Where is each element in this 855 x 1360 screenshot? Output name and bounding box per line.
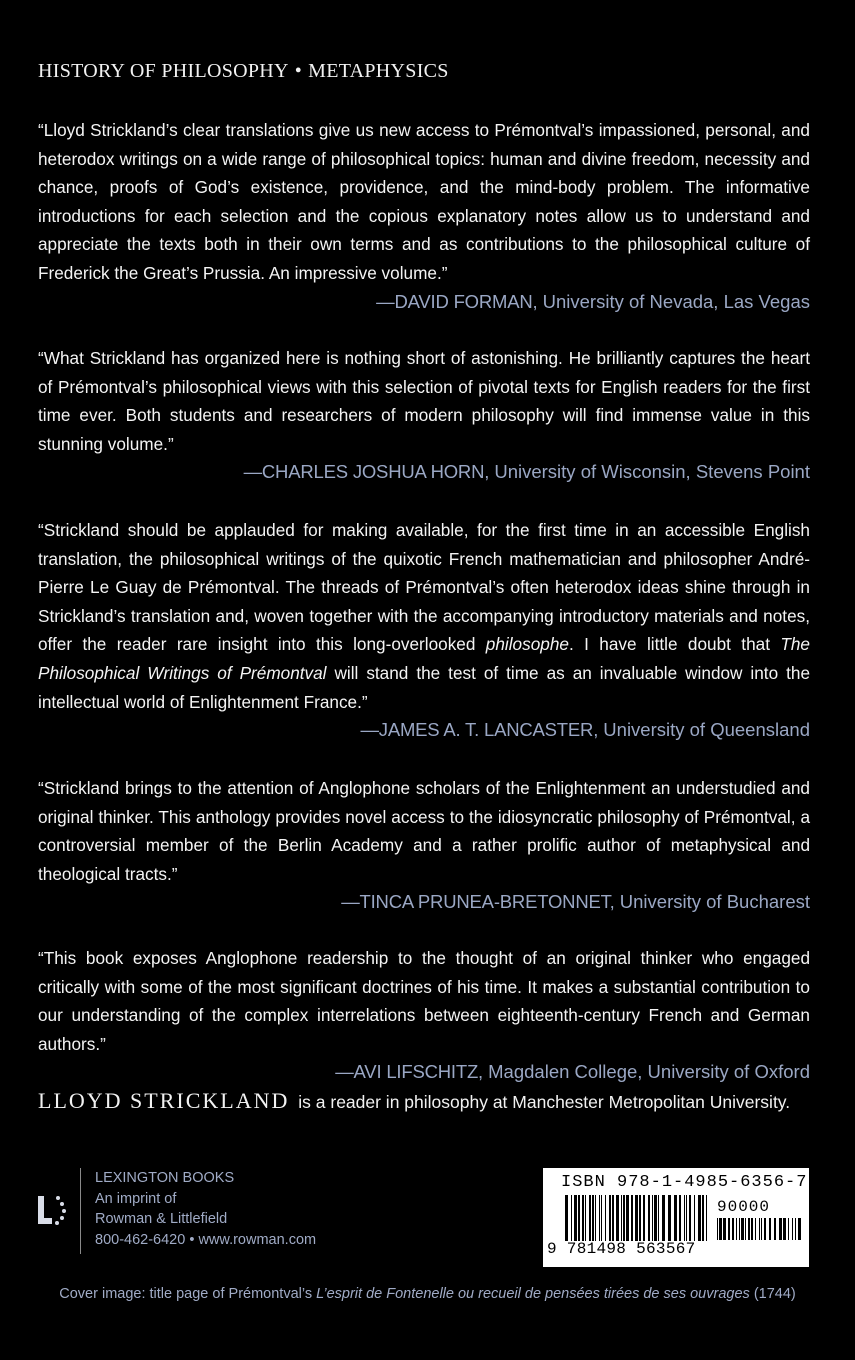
cover-image-credit	[0, 1286, 855, 1302]
barcode-bar	[643, 1195, 645, 1241]
blurb-quote: “Strickland brings to the attention of Anglophone scholars of the Enlightenment an understudied and original thinker. This anthology provides novel access to the idiosyncratic philosophy of Prémontval, a controversial member of the Berlin Academy and a rather prolific author of metaphysical and theological tracts.”	[38, 778, 810, 884]
blurb-affiliation: Magdalen College, University of Oxford	[488, 1061, 810, 1083]
cover-credit-year: (1744)	[753, 1286, 796, 1302]
barcode-bar	[635, 1195, 638, 1241]
blurb-affiliation: University of Nevada, Las Vegas	[542, 290, 810, 312]
publisher-phone: 800-462-6420	[95, 1231, 186, 1248]
barcode-bar	[679, 1195, 681, 1241]
blurb-affiliation: University of Bucharest	[619, 891, 810, 913]
barcode-bar	[662, 1195, 665, 1241]
publisher-imprint: An imprint of	[95, 1190, 177, 1207]
publisher-contact	[95, 1230, 316, 1251]
blurb-quote-part: will stand the test of time as an invaluable window into the intellectual world of Enlightenment France.”	[38, 662, 811, 712]
barcode-bar	[769, 1218, 771, 1240]
barcode-bar	[741, 1218, 744, 1240]
barcode-bar	[689, 1195, 691, 1241]
barcode-bar	[702, 1195, 704, 1241]
barcode-bar	[654, 1195, 657, 1241]
barcode-bar	[761, 1218, 762, 1240]
barcode-bar	[668, 1195, 671, 1241]
lexington-logo-icon	[36, 1168, 81, 1254]
author-bio	[38, 1088, 828, 1114]
barcode-bar	[623, 1195, 625, 1241]
publisher-bullet: •	[189, 1231, 195, 1248]
blurb-quote-part: . I have little doubt that	[568, 634, 781, 655]
barcode-bar	[745, 1218, 746, 1240]
blurb-prunea	[38, 774, 810, 917]
barcode-bar	[585, 1195, 586, 1241]
blurb-quote-italic: The Philosophical Writings of Prémontval	[38, 634, 810, 683]
barcode-bar	[599, 1195, 600, 1241]
barcode-bar	[648, 1195, 650, 1241]
blurb-attribution	[38, 1058, 810, 1087]
isbn-barcode	[543, 1168, 809, 1267]
blurb-lancaster	[38, 516, 810, 745]
barcode-bar	[574, 1195, 577, 1241]
barcode-bar	[571, 1195, 572, 1241]
barcode-bar	[626, 1195, 629, 1241]
barcode-bar	[795, 1218, 796, 1240]
blurb-lifschitz	[38, 944, 810, 1087]
blurb-affiliation: University of Queensland	[603, 719, 810, 741]
barcode-bar	[609, 1195, 611, 1241]
blurb-quote: “What Strickland has organized here is nothing short of astonishing. He brilliantly captures the heart of Prémontval’s philosophical views with this selection of pivotal texts for English readers for the first time ever. Both students and researchers of modern philosophy will find immense value in this stunning volume.”	[38, 348, 810, 454]
barcode-bar	[739, 1218, 740, 1240]
barcode-bar	[706, 1195, 707, 1241]
blurb-author: —JAMES A. T. LANCASTER,	[360, 719, 599, 741]
isbn-label: ISBN 978-1-4985-6356-7	[561, 1173, 808, 1192]
price-code: 90000	[717, 1198, 771, 1216]
barcode-bar	[592, 1195, 594, 1241]
blurb-quote: “Lloyd Strickland’s clear translations give us new access to Prémontval’s impassioned, personal, and heterodox writings on a wide range of philosophical topics: human and divine freedom, necessity and chance, proofs of God’s existence, providence, and the mind-body problem. The informative introductions for each selection and the copious explanatory notes allow us to understand and appreciate the texts both in their own terms and as contributions to the philosophical culture of Frederick the Great’s Prussia. An impressive volume.”	[38, 120, 810, 283]
barcode-bar	[755, 1218, 756, 1240]
blurb-attribution	[38, 458, 810, 487]
barcode-bar	[658, 1195, 659, 1241]
blurb-attribution	[38, 888, 810, 917]
barcode-bar	[774, 1218, 776, 1240]
publisher-website[interactable]: www.rowman.com	[198, 1231, 317, 1248]
barcode-bar	[686, 1195, 687, 1241]
barcode-bar	[783, 1218, 786, 1240]
blurb-author: —CHARLES JOSHUA HORN,	[243, 461, 490, 483]
barcode-bar	[631, 1195, 633, 1241]
barcode-bar	[798, 1218, 801, 1240]
barcode-bar	[717, 1218, 718, 1240]
bio-text: is a reader in philosophy at Manchester Metropolitan University.	[298, 1092, 791, 1112]
publisher-parent: Rowman & Littlefield	[95, 1211, 228, 1227]
category-history: HISTORY OF PHILOSOPHY	[38, 60, 289, 82]
barcode-bar	[764, 1218, 766, 1240]
barcode-bar	[728, 1218, 730, 1240]
blurb-affiliation: University of Wisconsin, Stevens Point	[494, 461, 810, 483]
blurb-author: —AVI LIFSCHITZ,	[335, 1061, 483, 1083]
barcode-bar	[751, 1218, 753, 1240]
barcode-bars	[565, 1195, 711, 1241]
barcode-bar	[612, 1195, 614, 1241]
cover-credit-prefix: Cover image: title page of Prémontval’s	[59, 1286, 313, 1302]
barcode-bar	[621, 1195, 622, 1241]
barcode-bar	[759, 1218, 760, 1240]
blurb-author: —DAVID FORMAN,	[376, 290, 538, 312]
blurb-author: —TINCA PRUNEA-BRETONNET,	[341, 891, 615, 913]
barcode-digits: 9 781498 563567	[547, 1240, 696, 1258]
barcode-bar	[736, 1218, 737, 1240]
barcode-bar	[788, 1218, 789, 1240]
barcode-bar	[779, 1218, 782, 1240]
barcode-bar	[732, 1218, 734, 1240]
blurb-quote-part: “Strickland should be applauded for making available, for the first time in an accessible English translation, the philosophical writings of the quixotic French mathematician and philosopher André-Pierre Le Guay de Prémontval. The threads of Prémontval’s often heterodox ideas shine through in Strickland’s translation and, woven together with the accompanying introductory materials and notes, offer the reader rare insight into this long-overlooked	[38, 520, 810, 655]
barcode-bar	[698, 1195, 701, 1241]
category-line	[38, 60, 449, 83]
barcode-bar	[601, 1195, 602, 1241]
barcode-bar	[792, 1218, 793, 1240]
barcode-bar	[719, 1218, 722, 1240]
blurb-quote: “This book exposes Anglophone readership to the thought of an original thinker who engaged critically with some of the most significant doctrines of his time. It makes a substantial contribution to our understanding of the complex interrelations between eighteenth-century French and German authors.”	[38, 948, 810, 1054]
barcode-bar	[639, 1195, 641, 1241]
barcode-bar	[694, 1195, 695, 1241]
publisher-name: LEXINGTON BOOKS	[95, 1170, 235, 1186]
barcode-bar	[605, 1195, 606, 1241]
category-separator: •	[294, 60, 303, 82]
price-barcode-bars	[717, 1218, 801, 1240]
bio-author-name: LLOYD STRICKLAND	[38, 1088, 290, 1113]
barcode-bar	[595, 1195, 596, 1241]
blurb-attribution	[38, 288, 810, 317]
barcode-bar	[723, 1218, 726, 1240]
cover-credit-title: L’esprit de Fontenelle ou recueil de pensées tirées de ses ouvrages	[316, 1286, 750, 1302]
blurb-horn	[38, 344, 810, 487]
barcode-bar	[589, 1195, 591, 1241]
blurb-quote	[38, 516, 810, 716]
blurb-forman	[38, 116, 810, 316]
blurb-quote-italic: philosophe	[485, 634, 569, 655]
barcode-bar	[652, 1195, 653, 1241]
barcode-bar	[674, 1195, 677, 1241]
barcode-bar	[748, 1218, 750, 1240]
barcode-bar	[578, 1195, 580, 1241]
barcode-bar	[616, 1195, 619, 1241]
blurb-attribution	[38, 716, 810, 745]
barcode-bar	[684, 1195, 685, 1241]
barcode-bar	[565, 1195, 568, 1241]
barcode-bar	[582, 1195, 584, 1241]
category-metaphysics: METAPHYSICS	[308, 60, 449, 82]
publisher-block	[36, 1168, 316, 1258]
